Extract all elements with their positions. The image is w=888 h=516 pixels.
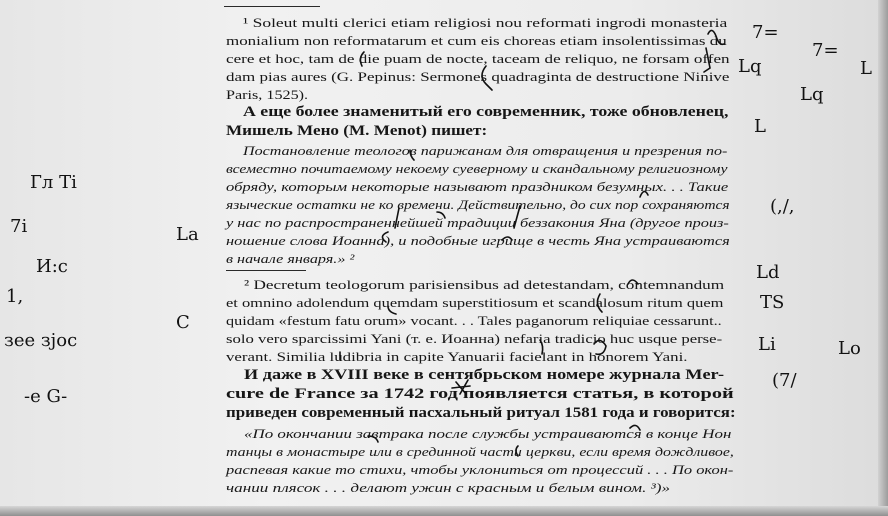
quote-1-line: ношение слова Иоанна), и подобные игрище в честь Яна устраиваются — [226, 234, 730, 248]
correction-mark — [597, 294, 602, 312]
correction-mark — [482, 66, 492, 90]
quote-1-line: у нас по распространеннейшей традиции беззакония Яна (другое произ- — [226, 216, 729, 230]
footnote-2-line: quidam «festum fatu orum» vocant. . . Tales paganorum reliquiae cessarunt.. — [226, 313, 722, 328]
correction-mark — [437, 212, 445, 218]
margin-note: 7= — [812, 40, 839, 61]
margin-note: Lq — [800, 84, 824, 105]
correction-mark — [708, 30, 724, 44]
quote-2-line: танцы в монастыре или в срединной части церкви, если время дождливое, — [226, 445, 734, 459]
margin-note: С — [176, 312, 190, 333]
footnote-1-line: monialium non reformatarum et cum eis choreas etiam insolentissimas du — [226, 33, 727, 48]
correction-mark — [368, 436, 378, 442]
correction-mark — [516, 446, 518, 456]
correction-mark — [388, 306, 396, 314]
footnote-1-line: cere et hoc, tam de die puam de nocte, taceam de reliquo, ne forsam offen — [226, 51, 730, 66]
correction-mark — [514, 206, 520, 228]
correction-mark — [502, 237, 512, 240]
quote-1-line: обряду, которым некоторые называют праздником безумных. . . Такие — [226, 180, 729, 194]
correction-mark — [410, 150, 414, 160]
footnote-2-line: et omnino adolendum quemdam superstitiosum et scandalosum ritum quem — [226, 295, 724, 310]
correction-mark — [630, 425, 640, 430]
correction-mark — [640, 191, 648, 197]
quote-1-line: языческие остатки не ко времени. Действительно, до сих пор сохраняются — [226, 198, 730, 212]
correction-mark — [452, 380, 470, 394]
quote-2-line: распевая какие то стихи, чтобы уклониться от процессий . . . По окон- — [226, 463, 734, 477]
body-1-line: А еще более знаменитый его современник, тоже обновленец, — [243, 104, 729, 120]
footnote-2-line: solo vero sparcissimi Yani (т. е. Иоанна) nefaria tradicio huc usque perse- — [226, 331, 723, 346]
footnote-1-line: ¹ Soleut multi clerici etiam religiosi nou reformati ingrodi monasteria — [243, 15, 728, 30]
margin-note: L — [754, 116, 766, 137]
footnote-1-line: Paris, 1525). — [226, 87, 309, 102]
margin-note: 1, — [6, 286, 24, 307]
quote-1-line: всеместно почитаемому некоему суеверному и скандальному религиозному — [226, 162, 728, 176]
footnote-2-line: verant. Similia ludibria in capite Yanuarii facielant in honorem Yani. — [226, 349, 688, 364]
margin-note: 7i — [10, 216, 28, 237]
body-1-line: Мишель Мено (M. Menot) пишет: — [226, 123, 488, 139]
margin-note: Гл Ti — [30, 172, 77, 193]
margin-note: La — [176, 224, 199, 245]
margin-note: (7/ — [772, 370, 797, 391]
correction-mark — [540, 340, 543, 354]
footnote-1-line: dam pias aures (G. Pepinus: Sermones quadraginta de destructione Ninive — [226, 69, 730, 84]
quote-2-line: «По окончании завтрака после службы устраиваются в конце Нон — [244, 427, 732, 441]
margin-note: 7= — [752, 22, 779, 43]
quote-1-line: в начале января.» ² — [226, 252, 355, 266]
body-2-line: cure de France за 1742 год появляется статья, в которой — [226, 386, 734, 402]
margin-note: (,/, — [770, 196, 795, 217]
correction-mark — [382, 232, 388, 242]
correction-mark — [628, 280, 638, 284]
margin-note: TS — [760, 292, 785, 313]
margin-note: L — [860, 58, 872, 79]
quote-2-line: чании плясок . . . делают ужин с красным и белым вином. ³)» — [226, 481, 671, 495]
margin-note: Li — [758, 334, 776, 355]
footnote-2-line: ² Decretum teologorum parisiensibus ad detestandam, contemnandum — [244, 277, 725, 292]
correction-mark — [395, 208, 399, 228]
margin-note: Lq — [738, 56, 762, 77]
body-2-line: И даже в XVIII веке в сентябрьском номере журнала Mer- — [244, 367, 725, 383]
quote-1-line: Постановление теологов парижанам для отвращения и презрения по- — [243, 144, 728, 158]
correction-mark — [360, 52, 364, 66]
correction-mark — [704, 48, 710, 72]
body-2-line: приведен современный пасхальный ритуал 1581 года и говорится: — [226, 405, 736, 421]
margin-note: Lo — [838, 338, 861, 359]
margin-note: -е G- — [24, 386, 68, 407]
margin-note: зее зјос — [4, 330, 78, 351]
correction-mark — [594, 340, 606, 354]
margin-note: И:с — [36, 256, 68, 277]
margin-note: Ld — [756, 262, 780, 283]
